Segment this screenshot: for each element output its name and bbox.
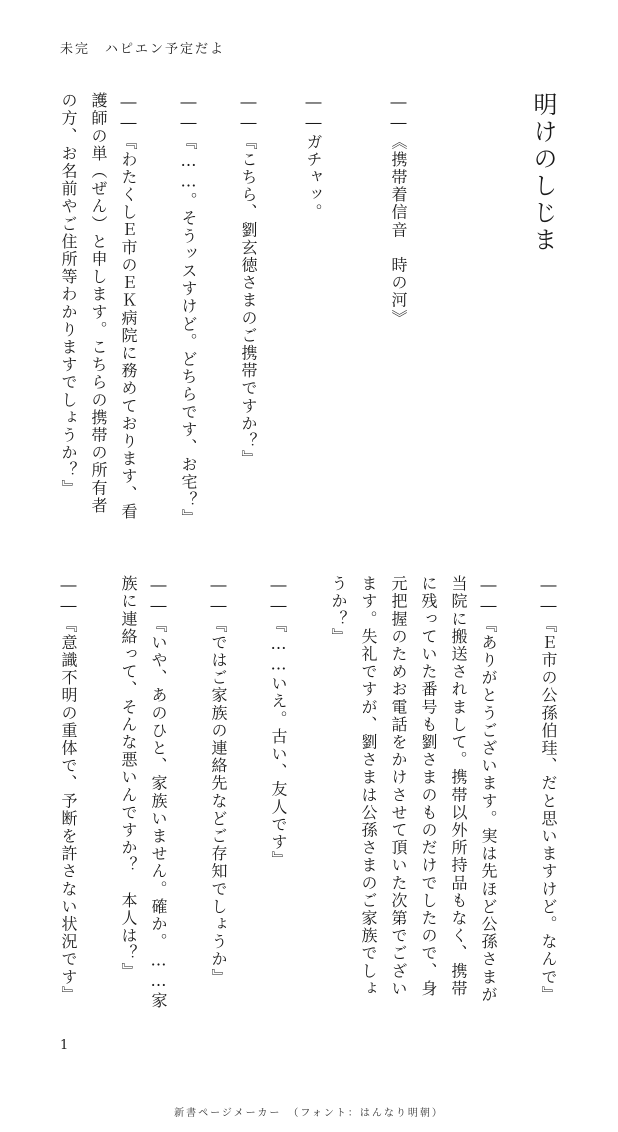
- text-line: ――『こちら、劉玄徳さまのご携帯ですか？』: [239, 92, 258, 468]
- text-line: 族に連絡って、そんな悪いんですか？ 本人は？』: [119, 575, 138, 980]
- text-line: ――『Ｅ市の公孫伯珪、だと思いますけど。なんで』: [539, 575, 558, 1004]
- page-number: 1: [60, 1038, 69, 1053]
- text-line: ――『意識不明の重体で、予断を許さない状況です』: [59, 575, 78, 1004]
- text-line: 護師の単（ぜん）と申します。こちらの携帯の所有者: [89, 92, 108, 515]
- text-line: 元把握のためお電話をかけさせて頂いた次第でござい: [389, 575, 408, 998]
- text-line: ――《携帯着信音 時の河》: [389, 92, 408, 327]
- running-header: 未完 ハピエン予定だよ: [60, 42, 226, 57]
- chapter-title: 明けのしじま: [529, 92, 557, 254]
- text-line: ます。失礼ですが、劉さまは公孫さまのご家族でしょ: [359, 575, 378, 998]
- text-line: 当院に搬送されまして。携帯以外所持品もなく、携帯: [449, 575, 468, 998]
- text-line: ――『ではご家族の連絡先などご存知でしょうか』: [209, 575, 228, 986]
- text-line: に残っていた番号も劉さまのものだけでしたので、身: [419, 575, 438, 998]
- text-line: ――『……いえ。古い、友人です』: [269, 575, 288, 869]
- text-line: うか？』: [329, 575, 348, 646]
- text-line: の方、お名前やご住所等わかりますでしょうか？』: [59, 92, 78, 497]
- text-line: ――『……。そうッスすけど。どちらです、お宅？』: [179, 92, 198, 527]
- footer-credit: 新書ページメーカー （フォント：はんなり明朝）: [174, 1108, 444, 1119]
- text-line: ――『わたくしＥ市のＥＫ病院に務めております、看: [119, 92, 138, 521]
- text-line: ――『いや、あのひと、家族いません。確か。……家: [149, 575, 168, 1010]
- text-line: ――ガチャッ。: [304, 92, 323, 222]
- text-line: ――『ありがとうございます。実は先ほど公孫さまが: [479, 575, 498, 1004]
